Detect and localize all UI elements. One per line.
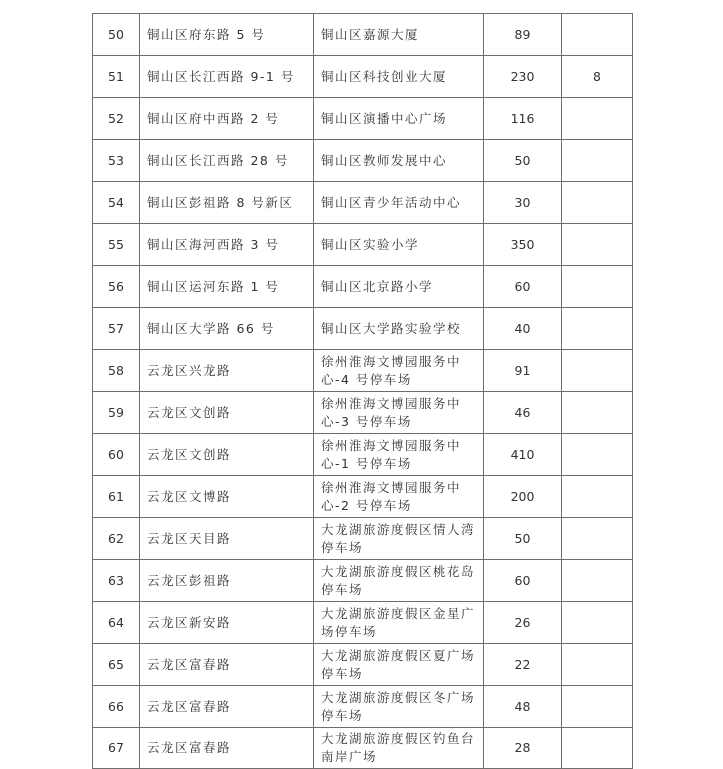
extra-count-cell	[562, 602, 633, 644]
table-row	[93, 224, 633, 266]
parking-lot-table	[92, 13, 633, 769]
spaces-count-cell: 350	[484, 224, 562, 266]
spaces-count-cell: 230	[484, 56, 562, 98]
table-row	[93, 686, 633, 728]
extra-count-cell	[562, 518, 633, 560]
location-cell: 铜山区大学路实验学校	[314, 308, 484, 350]
spaces-count-cell: 40	[484, 308, 562, 350]
location-cell: 铜山区实验小学	[314, 224, 484, 266]
location-cell: 大龙湖旅游度假区金星广场停车场	[314, 602, 484, 644]
address-cell: 云龙区文博路	[140, 476, 314, 518]
address-cell: 云龙区天目路	[140, 518, 314, 560]
location-cell: 大龙湖旅游度假区钓鱼台南岸广场	[314, 728, 484, 769]
spaces-count-cell: 91	[484, 350, 562, 392]
table-row	[93, 392, 633, 434]
location-cell: 徐州淮海文博园服务中心-1 号停车场	[314, 434, 484, 476]
address-cell: 云龙区文创路	[140, 434, 314, 476]
address-cell: 铜山区海河西路 3 号	[140, 224, 314, 266]
location-cell: 铜山区青少年活动中心	[314, 182, 484, 224]
location-cell: 铜山区嘉源大厦	[314, 14, 484, 56]
row-number-cell: 57	[93, 308, 140, 350]
extra-count-cell	[562, 350, 633, 392]
row-number-cell: 51	[93, 56, 140, 98]
location-cell: 铜山区科技创业大厦	[314, 56, 484, 98]
address-cell: 云龙区富春路	[140, 686, 314, 728]
extra-count-cell	[562, 560, 633, 602]
table-row	[93, 476, 633, 518]
table-row	[93, 644, 633, 686]
address-cell: 云龙区新安路	[140, 602, 314, 644]
address-cell: 云龙区文创路	[140, 392, 314, 434]
spaces-count-cell: 60	[484, 560, 562, 602]
table-row	[93, 308, 633, 350]
extra-count-cell	[562, 644, 633, 686]
extra-count-cell	[562, 14, 633, 56]
extra-count-cell	[562, 266, 633, 308]
location-cell: 大龙湖旅游度假区夏广场停车场	[314, 644, 484, 686]
extra-count-cell	[562, 476, 633, 518]
extra-count-cell	[562, 182, 633, 224]
spaces-count-cell: 116	[484, 98, 562, 140]
spaces-count-cell: 89	[484, 14, 562, 56]
address-cell: 铜山区长江西路 28 号	[140, 140, 314, 182]
address-cell: 铜山区长江西路 9-1 号	[140, 56, 314, 98]
table-row	[93, 56, 633, 98]
spaces-count-cell: 200	[484, 476, 562, 518]
table-row	[93, 182, 633, 224]
extra-count-cell	[562, 392, 633, 434]
address-cell: 云龙区兴龙路	[140, 350, 314, 392]
extra-count-cell	[562, 308, 633, 350]
address-cell: 铜山区大学路 66 号	[140, 308, 314, 350]
spaces-count-cell: 410	[484, 434, 562, 476]
table-row	[93, 518, 633, 560]
row-number-cell: 60	[93, 434, 140, 476]
row-number-cell: 59	[93, 392, 140, 434]
location-cell: 铜山区北京路小学	[314, 266, 484, 308]
row-number-cell: 53	[93, 140, 140, 182]
table-row	[93, 140, 633, 182]
spaces-count-cell: 50	[484, 140, 562, 182]
table-row	[93, 728, 633, 769]
location-cell: 徐州淮海文博园服务中心-2 号停车场	[314, 476, 484, 518]
spaces-count-cell: 60	[484, 266, 562, 308]
location-cell: 徐州淮海文博园服务中心-4 号停车场	[314, 350, 484, 392]
spaces-count-cell: 22	[484, 644, 562, 686]
address-cell: 云龙区富春路	[140, 644, 314, 686]
spaces-count-cell: 30	[484, 182, 562, 224]
extra-count-cell	[562, 686, 633, 728]
table-row	[93, 602, 633, 644]
table-row	[93, 14, 633, 56]
row-number-cell: 64	[93, 602, 140, 644]
location-cell: 大龙湖旅游度假区冬广场停车场	[314, 686, 484, 728]
row-number-cell: 62	[93, 518, 140, 560]
location-cell: 铜山区教师发展中心	[314, 140, 484, 182]
address-cell: 铜山区运河东路 1 号	[140, 266, 314, 308]
row-number-cell: 63	[93, 560, 140, 602]
row-number-cell: 58	[93, 350, 140, 392]
spaces-count-cell: 46	[484, 392, 562, 434]
row-number-cell: 65	[93, 644, 140, 686]
row-number-cell: 56	[93, 266, 140, 308]
address-cell: 云龙区彭祖路	[140, 560, 314, 602]
row-number-cell: 52	[93, 98, 140, 140]
address-cell: 铜山区彭祖路 8 号新区	[140, 182, 314, 224]
location-cell: 大龙湖旅游度假区桃花岛停车场	[314, 560, 484, 602]
extra-count-cell	[562, 434, 633, 476]
spaces-count-cell: 48	[484, 686, 562, 728]
extra-count-cell	[562, 728, 633, 769]
table-body	[93, 14, 633, 769]
row-number-cell: 67	[93, 728, 140, 769]
table-row	[93, 266, 633, 308]
row-number-cell: 54	[93, 182, 140, 224]
location-cell: 铜山区演播中心广场	[314, 98, 484, 140]
address-cell: 铜山区府东路 5 号	[140, 14, 314, 56]
row-number-cell: 61	[93, 476, 140, 518]
row-number-cell: 55	[93, 224, 140, 266]
row-number-cell: 66	[93, 686, 140, 728]
extra-count-cell	[562, 224, 633, 266]
spaces-count-cell: 50	[484, 518, 562, 560]
location-cell: 大龙湖旅游度假区情人湾停车场	[314, 518, 484, 560]
spaces-count-cell: 26	[484, 602, 562, 644]
extra-count-cell	[562, 140, 633, 182]
spaces-count-cell: 28	[484, 728, 562, 769]
table-row	[93, 560, 633, 602]
table-row	[93, 98, 633, 140]
address-cell: 铜山区府中西路 2 号	[140, 98, 314, 140]
location-cell: 徐州淮海文博园服务中心-3 号停车场	[314, 392, 484, 434]
address-cell: 云龙区富春路	[140, 728, 314, 769]
row-number-cell: 50	[93, 14, 140, 56]
table-row	[93, 434, 633, 476]
extra-count-cell: 8	[562, 56, 633, 98]
extra-count-cell	[562, 98, 633, 140]
table-row	[93, 350, 633, 392]
